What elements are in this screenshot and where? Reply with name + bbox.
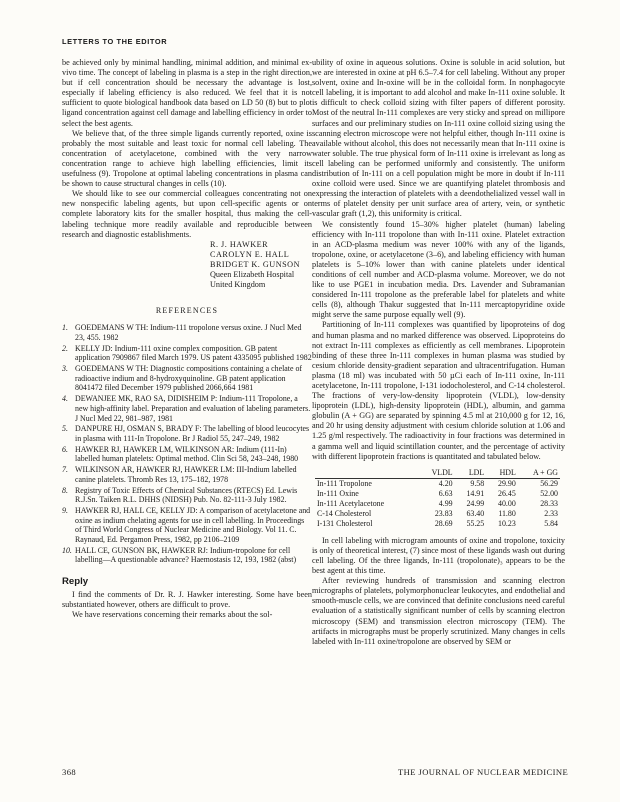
reference-number: 8. xyxy=(62,485,68,495)
reference-text: GOEDEMANS W TH: Indium-111 tropolone versus oxine. J Nucl Med 23, 455. 1982 xyxy=(75,323,302,342)
author-name: CAROLYN E. HALL xyxy=(210,249,290,259)
reference-number: 10. xyxy=(62,545,72,555)
reference-text: Registry of Toxic Effects of Chemical Substances (RTECS) Ed. Lewis R.J.Sn. Taiken R.L. DHHS (NIDSH) Pub. No. 82-111-3 July 1982. xyxy=(75,485,298,505)
table-cell: 9.58 xyxy=(470,478,485,488)
reference-text: HALL CE, GUNSON BK, HAWKER RJ: Indium-tropolone for cell labelling—A questionable advance? Haemostasis 12, 193, 1982 (abst) xyxy=(75,545,297,565)
references-list xyxy=(62,323,312,565)
table-header-cell: VLDL xyxy=(431,467,453,477)
table-row xyxy=(315,509,560,519)
journal-title: THE JOURNAL OF NUCLEAR MEDICINE xyxy=(398,767,569,777)
paragraph: We should like to see our commercial colleagues concentrating not on new nonspecific labeling agents, but upon cell-specific agents or on complete laboratory kits for the smaller hospital, thus making the cell-labeling technique more readily available and reproducible between research and diagnostic establishments. xyxy=(62,189,312,239)
table-header-cell: LDL xyxy=(468,467,485,477)
reference-number: 5. xyxy=(62,424,68,434)
table-header-row xyxy=(315,468,560,479)
table-cell: 28.33 xyxy=(540,498,558,508)
reference-item xyxy=(62,546,312,565)
reply-heading: Reply xyxy=(62,576,89,588)
table-cell: 2.33 xyxy=(544,508,558,518)
left-column xyxy=(62,58,312,621)
reference-text: GOEDEMANS W TH: Diagnostic compositions containing a chelate of radioactive indium and 8-hydroxyquinoline. GB patent application 8041472 filed December 1979 published 2066,664 1981 xyxy=(75,364,303,393)
table-row xyxy=(315,489,560,499)
right-column xyxy=(312,58,565,647)
reference-item xyxy=(62,344,312,363)
table-cell: 5.84 xyxy=(544,518,558,528)
table-cell: 6.63 xyxy=(438,488,453,498)
page-number: 368 xyxy=(62,767,77,777)
author-name: R. J. HAWKER xyxy=(210,239,269,249)
paragraph: I find the comments of Dr. R. J. Hawker interesting. Some have been substantiated however, others are difficult to prove. xyxy=(62,590,312,610)
reference-number: 7. xyxy=(62,465,68,475)
reference-number: 9. xyxy=(62,505,68,515)
reference-text: DANPURE HJ, OSMAN S, BRADY F: The labelling of blood leucocytes in plasma with 111-In Tropolone. Br J Radiol 55, 247–249, 1982 xyxy=(75,424,310,443)
reference-item xyxy=(62,323,312,342)
reference-text: HAWKER RJ, HAWKER LM, WILKINSON AR: Indium (111-In) labelled human platelets: Optimal method. Clin Sci 58, 243–248, 1980 xyxy=(75,444,299,464)
reference-text: HAWKER RJ, HALL CE, KELLY JD: A comparison of acetylacetone and oxine as indium chelating agents for use in cell labelling. In Proceedings of Third World Congress of Nuclear Medicine and Biology. Vol 11. C. Raynaud, Ed. Pergamon Press, 1982, pp 2106–2109 xyxy=(75,505,311,545)
table-cell: 28.69 xyxy=(434,518,453,528)
reference-item xyxy=(62,394,312,423)
table-cell: 56.29 xyxy=(540,478,558,488)
reference-item xyxy=(62,424,312,443)
table-row-label: I-131 Cholesterol xyxy=(317,518,373,528)
table-cell: 10.23 xyxy=(498,518,516,528)
table-row-label: In-111 Oxine xyxy=(317,488,359,498)
affiliation: United Kingdom xyxy=(210,280,266,290)
lipoprotein-table xyxy=(315,468,560,529)
table-row xyxy=(315,478,560,489)
table-row-label: In-111 Acetylacetone xyxy=(317,498,385,508)
table-cell: 26.45 xyxy=(498,488,516,498)
section-header: LETTERS TO THE EDITOR xyxy=(62,37,168,46)
reference-item xyxy=(62,364,312,393)
paragraph: We believe that, of the three simple ligands currently reported, oxine is probably the most suitable and least toxic for normal cell labeling. The concentration of acetylacetone, combined with the very narrow concentration range to achieve high labelling efficiencies, limit its usefulness (9). Tropolone at optimal labeling concentrations in plasma can be shown to cause structural changes in cells (10). xyxy=(62,128,312,189)
reference-number: 3. xyxy=(62,364,68,374)
table-row xyxy=(315,499,560,509)
table-cell: 52.00 xyxy=(540,488,558,498)
references-heading: REFERENCES xyxy=(155,306,219,316)
reference-item xyxy=(62,506,312,545)
signature-block xyxy=(210,240,312,290)
table-cell: 29.90 xyxy=(498,478,516,488)
table-header-cell xyxy=(315,468,418,479)
paragraph: Partitioning of In-111 complexes was quantified by lipoproteins of dog and human plasma and no marked difference was observed. Lipoproteins do not extract In-111 complexes as efficiently as cell membranes. Lipoprotein binding of these three In-111 complexes in human plasma was studied by cesium chloride density-gradient separation and ultracentrifugation. Human plasma (18 ml) was incubated with 50 µCi each of In-111 oxine, In-111 acetylacetone, In-111 tropolone, I-131 iodocholesterol, and C-14 cholesterol. The fractions of very-low-density lipoprotein (VLDL), low-density lipoprotein (LDL), high-density lipoprotein (HDL), albumin, and gamma globulin (A + GG) are separated by spinning 4.5 ml at 210,000 g for 12, 16, and 20 hr using density adjustment with cesium chloride solution at 1.06 and 1.25 g/ml respectively. The radioactivity in four fractions was determined in a gamma well and liquid scintillation counter, and the percentage of activity with different lipoprotein fractions is quantitated and tabulated below. xyxy=(312,320,565,461)
paragraph: After reviewing hundreds of transmission and scanning electron micrographs of platelets, polymorphonuclear leukocytes, and endothelial and smooth-muscle cells, we are convinced that definite conclusions need careful evaluation of a statistically significant number of cells by scanning electron microscopy (SEM) and transmission electron microscopy (TEM). The artifacts in micrographs must be properly scrutinized. Many changes in cells labeled with In-111 oxine/tropolone are observed by SEM or xyxy=(312,576,565,646)
paragraph: In cell labeling with microgram amounts of oxine and tropolone, toxicity is only of theoretical interest, (7) since most of these ligands wash out during cell labeling. Of the three ligands, In-111 (tropolonate)₃ appears to be the best agent at this time. xyxy=(312,535,565,576)
table-cell: 24.99 xyxy=(466,498,485,508)
table-cell: 11.80 xyxy=(498,508,516,518)
reference-number: 1. xyxy=(62,323,68,333)
table-cell: 14.91 xyxy=(466,488,485,498)
table-header-cell: HDL xyxy=(499,467,516,477)
table-cell: 23.83 xyxy=(434,508,453,518)
reference-text: DEWANJEE MK, RAO SA, DIDISHEIM P: Indium-111 Tropolone, a new high-affinity label. Preparation and evaluation of labeling parameters. J Nucl Med 22, 981–987, 1981 xyxy=(75,394,311,423)
paragraph: be achieved only by minimal handling, minimal addition, and minimal ex-vivo time. The concept of labeling in plasma is a step in the right direction, but if cell concentration should be necessary the advantage is lost, especially if labeling efficiency is also reduced. We feel that it is not sufficient to quote biological handbook data based on LD 50 (8) but to plot ligand concentration against cell damage and labelling efficiency in order to select the best agents. xyxy=(62,58,312,128)
table-header-cell: A + GG xyxy=(532,467,558,477)
table-cell: 4.20 xyxy=(438,478,453,488)
table-cell: 4.99 xyxy=(438,498,453,508)
reference-number: 6. xyxy=(62,444,68,454)
reference-item xyxy=(62,445,312,464)
table-cell: 55.25 xyxy=(466,518,485,528)
reference-item xyxy=(62,465,312,484)
affiliation: Queen Elizabeth Hospital xyxy=(210,269,295,279)
reference-item xyxy=(62,486,312,505)
reference-text: WILKINSON AR, HAWKER RJ, HAWKER LM: III-Indium labelled canine platelets. Thromb Res 13, 175–182, 1978 xyxy=(75,465,297,484)
reference-number: 4. xyxy=(62,394,68,404)
paragraph: ubility of oxine in aqueous solutions. Oxine is soluble in acid solution, but we are interested in oxine at pH 6.5–7.4 for cell labeling. Without any proper solvent, oxine and In-oxine will be in the colloidal form. In nonphagocyte cell labeling, it is important to add alcohol and make In-111 oxine soluble. It is difficult to check colloid sizing with filter papers of different porosity. Most of the neutral In-111 complexes are very sticky and spread on millipore surfaces and our preliminary studies on In-111 oxine colloid sizing using the scanning electron microscope were not helpful either, though In-111 oxine is available without alcohol, this does not necessarily mean that In-111 oxine is water soluble. The true physical form of In-111 oxine is irrelevant as long as cell labeling can be performed uniformly and consistently. The uniform distribution of In-111 on a cell population might be more in doubt if In-111 oxine colloid were used. Since we are quantifying platelet thrombosis and expressing the interaction of platelets with a deendothelialized vessel wall in terms of platelet density per unit surface area of artery, vein, or synthetic vascular graft (1,2), this uniformity is critical. xyxy=(312,58,565,219)
table-body xyxy=(315,478,560,529)
reference-text: KELLY JD: Indium-111 oxine complex composition. GB patent application 7909867 filed March 1979. US patent 4335095 published 1982 xyxy=(75,343,312,363)
paragraph: We have reservations concerning their remarks about the sol- xyxy=(72,610,273,620)
author-name: BRIDGET K. GUNSON xyxy=(210,259,300,269)
table-row-label: C-14 Cholesterol xyxy=(317,508,372,518)
table-cell: 40.00 xyxy=(498,498,516,508)
table-cell: 63.40 xyxy=(466,508,485,518)
reference-number: 2. xyxy=(62,343,68,353)
table-row-label: In-111 Tropolone xyxy=(317,478,372,488)
table-row xyxy=(315,519,560,529)
paragraph: We consistently found 15–30% higher platelet (human) labeling efficiency with In-111 tropolone than with In-111 oxine. Platelet extraction in an ACD-plasma medium was never 100% with any of the ligands, tropolone, oxine, or acetylacetone (3–6), and labeling efficiency with human platelets is 5–10% lower than with canine platelets under identical conditions of cell number and ACD-plasma volume. Moreover, we do not like to use PGE1 in incubation media. Drs. Lavender and Subramanian considered In-111 tropolone as the preferable label for platelets and white cells (8), although Thakur suggested that In-111 mercaptopyridine oxide might serve the same purpose equally well (9). xyxy=(312,219,565,320)
